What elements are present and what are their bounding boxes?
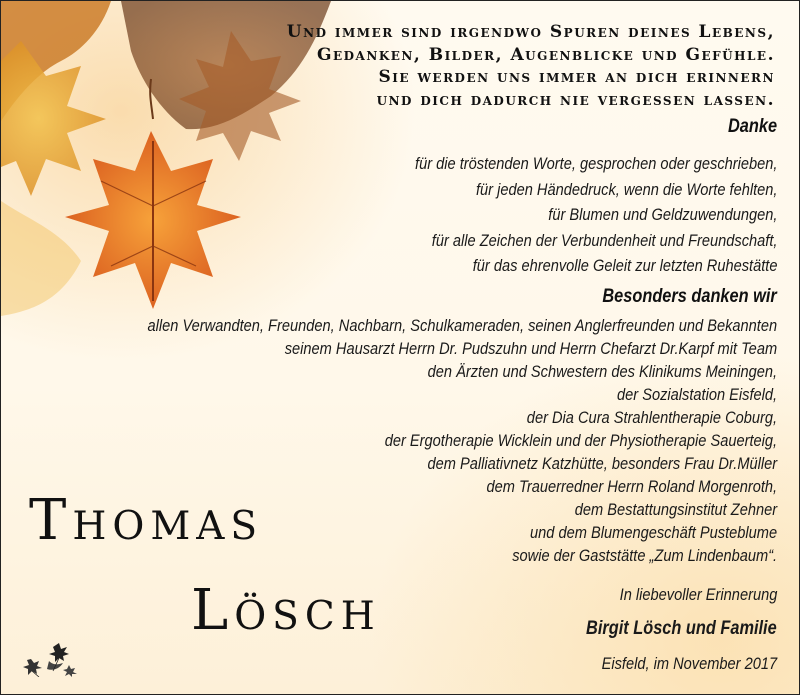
thanks-line: für Blumen und Geldzuwendungen,	[547, 205, 777, 224]
special-thanks-line: der Dia Cura Strahlentherapie Coburg,	[526, 408, 777, 427]
special-thanks-heading: Besonders danken wir	[602, 286, 777, 307]
small-leaf-emblem-icon	[23, 641, 79, 677]
thanks-list	[356, 151, 777, 279]
deceased-first-name: Thomas	[29, 488, 264, 553]
quote-line: Gedanken, Bilder, Augenblicke und Gefühle.	[316, 44, 775, 65]
special-thanks-line: der Sozialstation Eisfeld,	[616, 385, 777, 404]
memorial-quote	[215, 21, 775, 111]
quote-line: und dich dadurch nie vergessen lassen.	[376, 89, 775, 110]
special-thanks-line: dem Trauerredner Herrn Roland Morgenroth,	[486, 477, 777, 496]
signature: Birgit Lösch und Familie	[586, 618, 777, 639]
thanks-line: für die tröstenden Worte, gesprochen oder geschrieben,	[414, 154, 777, 173]
thanks-line: für das ehrenvolle Geleit zur letzten Ruhestätte	[472, 256, 777, 275]
thanks-line: für jeden Händedruck, wenn die Worte fehlten,	[475, 179, 777, 199]
special-thanks-line: dem Bestattungsinstitut Zehner	[574, 500, 777, 519]
deceased-last-name: Lösch	[191, 578, 381, 643]
quote-line: Sie werden uns immer an dich erinnern	[378, 67, 775, 87]
special-thanks-line: seinem Hausarzt Herrn Dr. Pudszuhn und Herrn Chefarzt Dr.Karpf mit Team	[284, 339, 777, 358]
thanks-line: für alle Zeichen der Verbundenheit und Freundschaft,	[431, 230, 777, 250]
special-thanks-line: den Ärzten und Schwestern des Klinikums Meiningen,	[427, 362, 777, 381]
remembrance-line: In liebevoller Erinnerung	[619, 585, 777, 604]
thanks-heading: Danke	[727, 116, 777, 137]
place-date: Eisfeld, im November 2017	[601, 654, 777, 673]
special-thanks-line: dem Palliativnetz Katzhütte, besonders Frau Dr.Müller	[427, 454, 777, 473]
special-thanks-line: und dem Blumengeschäft Pusteblume	[529, 523, 777, 542]
special-thanks-line: sowie der Gaststätte „Zum Lindenbaum“.	[512, 546, 777, 565]
special-thanks-line: allen Verwandten, Freunden, Nachbarn, Schulkameraden, seinen Anglerfreunden und Bekannten	[147, 316, 777, 335]
special-thanks-line: der Ergotherapie Wicklein und der Physiotherapie Sauerteig,	[384, 431, 777, 450]
quote-line: Und immer sind irgendwo Spuren deines Lebens,	[286, 22, 775, 42]
